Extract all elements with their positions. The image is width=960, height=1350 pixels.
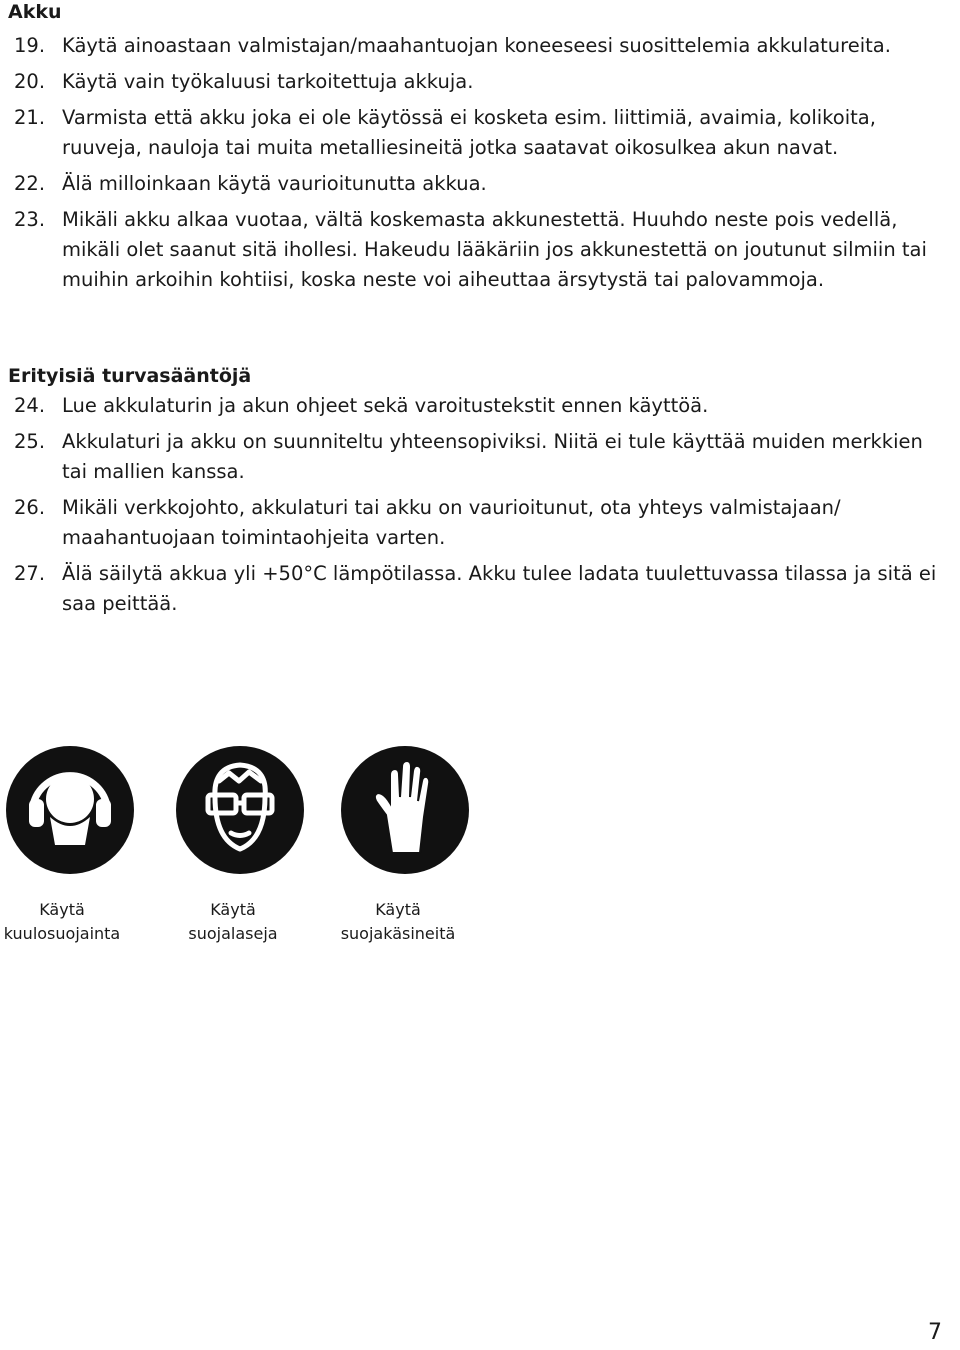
list-item xyxy=(0,67,950,97)
item-text: Älä milloinkaan käytä vaurioitunutta akkua. xyxy=(62,172,487,195)
item-number: 21. xyxy=(14,106,46,129)
item-text: Mikäli verkkojohto, akkulaturi tai akku on vaurioitunut, ota yhteys valmistajaan/ maahantuojaan toimintaohjeita varten. xyxy=(62,496,841,549)
item-text: Varmista että akku joka ei ole käytössä ei kosketa esim. liittimiä, avaimia, kolikoita, ruuveja, nauloja tai muita metalliesineitä jotka saatavat oikosulkea akun navat. xyxy=(62,106,876,159)
list-item xyxy=(0,103,950,163)
item-number: 25. xyxy=(14,430,46,453)
caption-line: Käytä xyxy=(210,900,256,919)
section-title-battery: Akku xyxy=(8,1,62,23)
caption-line: kuulosuojainta xyxy=(3,924,121,943)
item-text: Käytä vain työkaluusi tarkoitettuja akkuja. xyxy=(62,70,474,93)
item-text: Lue akkulaturin ja akun ohjeet sekä varoitustekstit ennen käyttöä. xyxy=(62,394,709,417)
battery-rules-list xyxy=(0,31,950,295)
list-item xyxy=(0,493,950,553)
item-text: Käytä ainoastaan valmistajan/maahantuojan koneeseesi suosittelemia akkulatureita. xyxy=(62,34,891,57)
section-title-special-rules: Erityisiä turvasääntöjä xyxy=(8,365,252,387)
list-item xyxy=(0,427,950,487)
safety-goggles-icon xyxy=(175,745,305,875)
item-number: 27. xyxy=(14,562,46,585)
item-number: 23. xyxy=(14,208,46,231)
list-item xyxy=(0,205,950,295)
caption-line: Käytä xyxy=(39,900,85,919)
ear-protection-icon xyxy=(5,745,135,875)
item-number: 26. xyxy=(14,496,46,519)
item-text: Akkulaturi ja akku on suunniteltu yhteensopiviksi. Niitä ei tule käyttää muiden merkkien tai mallien kanssa. xyxy=(62,430,923,483)
list-item xyxy=(0,169,950,199)
list-item xyxy=(0,559,950,619)
item-number: 20. xyxy=(14,70,46,93)
special-rules-list xyxy=(0,391,950,619)
item-text: Mikäli akku alkaa vuotaa, vältä koskemasta akkunestettä. Huuhdo neste pois vedellä, mikäli olet saanut sitä ihollesi. Hakeudu lääkäriin jos akkunestettä on joutunut silmiin tai muihin arkoihin kohtiisi, koska neste voi aiheuttaa ärsytystä tai palovammoja. xyxy=(62,208,927,291)
caption-line: suojalaseja xyxy=(188,924,278,943)
page-number: 7 xyxy=(928,1320,942,1345)
safety-goggles-caption xyxy=(153,898,313,946)
item-number: 19. xyxy=(14,34,46,57)
caption-line: suojakäsineitä xyxy=(340,924,456,943)
list-item xyxy=(0,391,950,421)
item-number: 22. xyxy=(14,172,46,195)
ear-protection-caption xyxy=(0,898,142,946)
list-item xyxy=(0,31,950,61)
protective-gloves-icon xyxy=(340,745,470,875)
caption-line: Käytä xyxy=(375,900,421,919)
protective-gloves-caption xyxy=(318,898,478,946)
item-number: 24. xyxy=(14,394,46,417)
item-text: Älä säilytä akkua yli +50°C lämpötilassa. Akku tulee ladata tuulettuvassa tilassa ja sitä ei saa peittää. xyxy=(62,562,937,615)
